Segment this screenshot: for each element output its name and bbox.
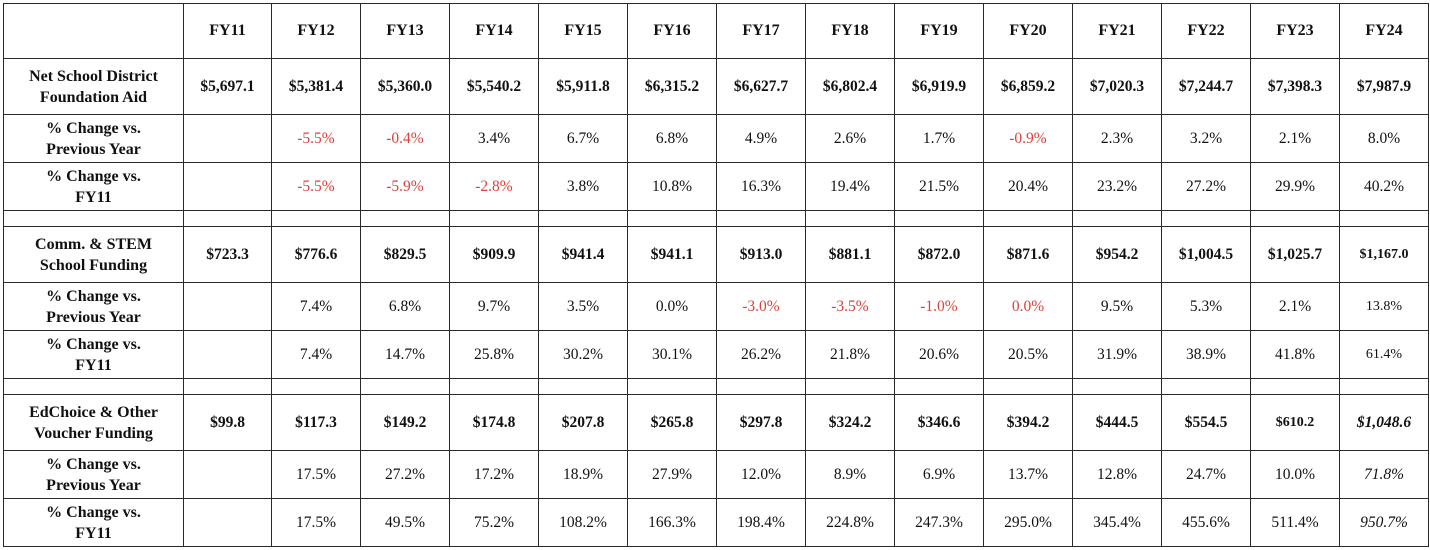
value-cell: 7.4% [272, 331, 361, 379]
value-cell: 31.9% [1073, 331, 1162, 379]
value-cell: $7,987.9 [1340, 59, 1429, 115]
value-cell [184, 163, 272, 211]
header-corner [4, 4, 184, 59]
value-cell: 23.2% [1073, 163, 1162, 211]
value-cell: 198.4% [717, 499, 806, 547]
year-header-fy24: FY24 [1340, 4, 1429, 59]
value-cell: -1.0% [895, 283, 984, 331]
value-cell: $6,919.9 [895, 59, 984, 115]
spacer-cell [806, 211, 895, 227]
row-label [4, 499, 184, 547]
value-cell: 345.4% [1073, 499, 1162, 547]
row-label-line: % Change vs. [46, 167, 141, 185]
header-row [4, 4, 1429, 59]
year-header-fy11: FY11 [184, 4, 272, 59]
value-cell: 455.6% [1162, 499, 1251, 547]
value-cell: 40.2% [1340, 163, 1429, 211]
spacer-row [4, 211, 1429, 227]
spacer-cell [984, 379, 1073, 395]
value-cell: 950.7% [1340, 499, 1429, 547]
value-cell: 26.2% [717, 331, 806, 379]
spacer-cell [184, 379, 272, 395]
value-cell: $7,398.3 [1251, 59, 1340, 115]
value-cell: $117.3 [272, 395, 361, 451]
value-cell: 16.3% [717, 163, 806, 211]
value-cell: 3.5% [539, 283, 628, 331]
value-cell: 3.2% [1162, 115, 1251, 163]
value-cell: 224.8% [806, 499, 895, 547]
row-label [4, 395, 184, 451]
value-cell: 13.8% [1340, 283, 1429, 331]
value-cell: 6.8% [361, 283, 450, 331]
row-label-line: % Change vs. [46, 287, 141, 305]
year-header-fy18: FY18 [806, 4, 895, 59]
spacer-cell [272, 379, 361, 395]
table-row [4, 163, 1429, 211]
spacer-cell [450, 379, 539, 395]
value-cell: 27.2% [361, 451, 450, 499]
row-label-line: % Change vs. [46, 119, 141, 137]
spacer-cell [539, 379, 628, 395]
value-cell: 75.2% [450, 499, 539, 547]
year-header-fy22: FY22 [1162, 4, 1251, 59]
value-cell: $5,540.2 [450, 59, 539, 115]
value-cell: 29.9% [1251, 163, 1340, 211]
row-label-line: % Change vs. [46, 335, 141, 353]
table-row [4, 451, 1429, 499]
value-cell: -3.5% [806, 283, 895, 331]
value-cell [184, 283, 272, 331]
value-cell: -0.9% [984, 115, 1073, 163]
value-cell: $207.8 [539, 395, 628, 451]
value-cell: $5,381.4 [272, 59, 361, 115]
value-cell: $7,020.3 [1073, 59, 1162, 115]
value-cell: $149.2 [361, 395, 450, 451]
row-label-line: EdChoice & Other [29, 403, 158, 421]
value-cell: $1,048.6 [1340, 395, 1429, 451]
value-cell: $324.2 [806, 395, 895, 451]
value-cell: 6.9% [895, 451, 984, 499]
value-cell: $872.0 [895, 227, 984, 283]
value-cell: 6.7% [539, 115, 628, 163]
value-cell: $174.8 [450, 395, 539, 451]
value-cell: 12.0% [717, 451, 806, 499]
value-cell [184, 499, 272, 547]
value-cell: 30.2% [539, 331, 628, 379]
row-label-line: Previous Year [46, 476, 141, 494]
value-cell: 2.1% [1251, 115, 1340, 163]
value-cell: 14.7% [361, 331, 450, 379]
value-cell: -5.5% [272, 163, 361, 211]
value-cell: 20.6% [895, 331, 984, 379]
value-cell: $1,167.0 [1340, 227, 1429, 283]
spacer-cell [717, 379, 806, 395]
value-cell: $5,697.1 [184, 59, 272, 115]
value-cell: $297.8 [717, 395, 806, 451]
value-cell: 10.0% [1251, 451, 1340, 499]
value-cell: 20.4% [984, 163, 1073, 211]
value-cell [184, 115, 272, 163]
spacer-cell [4, 211, 184, 227]
value-cell: 166.3% [628, 499, 717, 547]
value-cell: 20.5% [984, 331, 1073, 379]
row-label-line: % Change vs. [46, 455, 141, 473]
value-cell: 61.4% [1340, 331, 1429, 379]
spacer-cell [806, 379, 895, 395]
spacer-cell [361, 379, 450, 395]
value-cell: -2.8% [450, 163, 539, 211]
row-label [4, 451, 184, 499]
value-cell: $6,315.2 [628, 59, 717, 115]
value-cell: 12.8% [1073, 451, 1162, 499]
value-cell [184, 451, 272, 499]
value-cell: 24.7% [1162, 451, 1251, 499]
year-header-fy17: FY17 [717, 4, 806, 59]
value-cell: $265.8 [628, 395, 717, 451]
funding-table [3, 3, 1429, 547]
table-row [4, 395, 1429, 451]
value-cell: $723.3 [184, 227, 272, 283]
value-cell: $1,025.7 [1251, 227, 1340, 283]
value-cell: 21.8% [806, 331, 895, 379]
spacer-cell [539, 211, 628, 227]
row-label-line: FY11 [75, 356, 112, 374]
value-cell: 17.2% [450, 451, 539, 499]
value-cell: 108.2% [539, 499, 628, 547]
spacer-cell [361, 211, 450, 227]
value-cell: 30.1% [628, 331, 717, 379]
value-cell: $913.0 [717, 227, 806, 283]
spacer-cell [1073, 379, 1162, 395]
spacer-cell [984, 211, 1073, 227]
value-cell: 1.7% [895, 115, 984, 163]
value-cell: 2.3% [1073, 115, 1162, 163]
value-cell: $5,360.0 [361, 59, 450, 115]
spacer-cell [1073, 211, 1162, 227]
table-row [4, 283, 1429, 331]
value-cell: 38.9% [1162, 331, 1251, 379]
value-cell: 0.0% [628, 283, 717, 331]
value-cell: $554.5 [1162, 395, 1251, 451]
value-cell: -5.9% [361, 163, 450, 211]
year-header-fy23: FY23 [1251, 4, 1340, 59]
value-cell: $7,244.7 [1162, 59, 1251, 115]
value-cell: -0.4% [361, 115, 450, 163]
spacer-cell [1162, 211, 1251, 227]
value-cell: 2.6% [806, 115, 895, 163]
value-cell: 7.4% [272, 283, 361, 331]
row-label-line: Previous Year [46, 308, 141, 326]
spacer-cell [717, 211, 806, 227]
year-header-fy20: FY20 [984, 4, 1073, 59]
year-header-fy15: FY15 [539, 4, 628, 59]
value-cell: 6.8% [628, 115, 717, 163]
value-cell: 3.4% [450, 115, 539, 163]
row-label-line: FY11 [75, 524, 112, 542]
value-cell: 17.5% [272, 499, 361, 547]
value-cell: 27.2% [1162, 163, 1251, 211]
value-cell: 27.9% [628, 451, 717, 499]
year-header-fy16: FY16 [628, 4, 717, 59]
value-cell: $871.6 [984, 227, 1073, 283]
value-cell: 41.8% [1251, 331, 1340, 379]
value-cell: 4.9% [717, 115, 806, 163]
value-cell: $610.2 [1251, 395, 1340, 451]
value-cell: 71.8% [1340, 451, 1429, 499]
spacer-cell [895, 379, 984, 395]
year-header-fy19: FY19 [895, 4, 984, 59]
table-row [4, 115, 1429, 163]
value-cell: $909.9 [450, 227, 539, 283]
value-cell: 295.0% [984, 499, 1073, 547]
value-cell [184, 331, 272, 379]
spacer-cell [895, 211, 984, 227]
value-cell: 21.5% [895, 163, 984, 211]
spacer-cell [272, 211, 361, 227]
value-cell: $941.4 [539, 227, 628, 283]
value-cell: $954.2 [1073, 227, 1162, 283]
value-cell: 49.5% [361, 499, 450, 547]
value-cell: $5,911.8 [539, 59, 628, 115]
table-row [4, 499, 1429, 547]
row-label-line: School Funding [39, 256, 148, 274]
value-cell: $829.5 [361, 227, 450, 283]
value-cell: 9.5% [1073, 283, 1162, 331]
value-cell: $1,004.5 [1162, 227, 1251, 283]
value-cell: $394.2 [984, 395, 1073, 451]
row-label-line: Foundation Aid [39, 88, 148, 106]
spacer-cell [450, 211, 539, 227]
value-cell: 511.4% [1251, 499, 1340, 547]
value-cell: $941.1 [628, 227, 717, 283]
row-label [4, 59, 184, 115]
table-row [4, 59, 1429, 115]
value-cell: 247.3% [895, 499, 984, 547]
year-header-fy21: FY21 [1073, 4, 1162, 59]
value-cell: $6,859.2 [984, 59, 1073, 115]
value-cell: $444.5 [1073, 395, 1162, 451]
value-cell: 5.3% [1162, 283, 1251, 331]
value-cell: 0.0% [984, 283, 1073, 331]
table-row [4, 331, 1429, 379]
value-cell: 9.7% [450, 283, 539, 331]
value-cell: 8.0% [1340, 115, 1429, 163]
spacer-cell [184, 211, 272, 227]
row-label [4, 331, 184, 379]
spacer-cell [628, 211, 717, 227]
value-cell: 25.8% [450, 331, 539, 379]
row-label [4, 115, 184, 163]
value-cell: $346.6 [895, 395, 984, 451]
year-header-fy12: FY12 [272, 4, 361, 59]
row-label-line: Voucher Funding [34, 424, 153, 442]
value-cell: $99.8 [184, 395, 272, 451]
year-header-fy13: FY13 [361, 4, 450, 59]
row-label-line: % Change vs. [46, 503, 141, 521]
value-cell: 8.9% [806, 451, 895, 499]
value-cell: 3.8% [539, 163, 628, 211]
spacer-row [4, 379, 1429, 395]
spacer-cell [1162, 379, 1251, 395]
value-cell: 10.8% [628, 163, 717, 211]
value-cell: -5.5% [272, 115, 361, 163]
spacer-cell [1251, 211, 1340, 227]
value-cell: 2.1% [1251, 283, 1340, 331]
value-cell: -3.0% [717, 283, 806, 331]
row-label-line: Comm. & STEM [35, 235, 152, 253]
row-label-line: Net School District [29, 67, 158, 85]
value-cell: $881.1 [806, 227, 895, 283]
year-header-fy14: FY14 [450, 4, 539, 59]
table-body [4, 59, 1429, 547]
spacer-cell [1340, 379, 1429, 395]
row-label [4, 227, 184, 283]
row-label-line: FY11 [75, 188, 112, 206]
value-cell: 19.4% [806, 163, 895, 211]
value-cell: $776.6 [272, 227, 361, 283]
row-label [4, 283, 184, 331]
value-cell: $6,627.7 [717, 59, 806, 115]
value-cell: 13.7% [984, 451, 1073, 499]
spacer-cell [4, 379, 184, 395]
spacer-cell [628, 379, 717, 395]
value-cell: 17.5% [272, 451, 361, 499]
value-cell: $6,802.4 [806, 59, 895, 115]
table-row [4, 227, 1429, 283]
row-label [4, 163, 184, 211]
spacer-cell [1251, 379, 1340, 395]
value-cell: 18.9% [539, 451, 628, 499]
row-label-line: Previous Year [46, 140, 141, 158]
spacer-cell [1340, 211, 1429, 227]
